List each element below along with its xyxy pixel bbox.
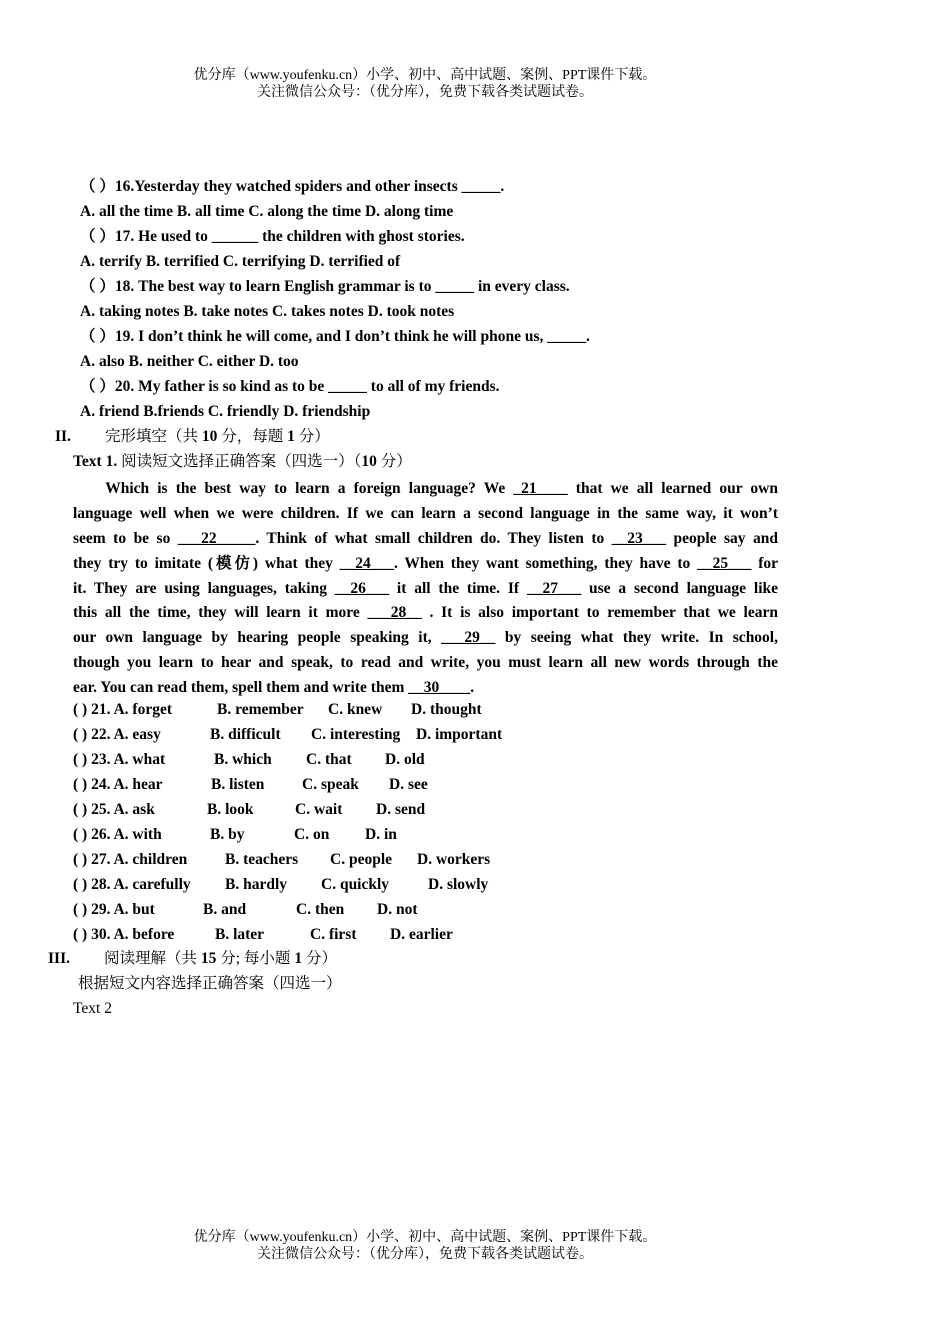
blank-30: __30____ (408, 679, 471, 697)
cloze-25-option-d: D. send (376, 801, 426, 818)
cloze-30-question-number-and-option-a: ( ) 30. A. before (73, 926, 175, 943)
passage-text: though you learn to hear and speak, to read and write, you must learn all new words through the (73, 654, 778, 672)
cloze-24-option-d: D. see (389, 776, 428, 793)
passage-line (73, 626, 778, 651)
cloze-28-option-c: C. quickly (321, 876, 390, 893)
cloze-29-option-b: B. and (203, 901, 247, 918)
section-3-title-mid: 分; 每小题 (216, 950, 295, 967)
passage-line (73, 552, 778, 577)
cloze-25-option-c: C. wait (295, 801, 343, 818)
blank-21: _21____ (513, 480, 568, 497)
section-2-title: 完形填空（共 (104, 428, 202, 445)
cloze-30-option-c: C. first (310, 926, 357, 943)
cloze-29-option-d: D. not (377, 901, 418, 918)
passage-text: seem to be so (73, 529, 178, 547)
section-2-title-end: 分） (294, 428, 330, 445)
cloze-passage (73, 477, 778, 701)
section-3-instruction: 根据短文内容选择正确答案（四选一） (78, 975, 342, 992)
blank-28: ___28__ (367, 604, 422, 622)
cloze-21-option-d: D. thought (411, 701, 482, 718)
passage-text: this all the time, they will learn it more (73, 604, 368, 622)
cloze-27-question-number-and-option-a: ( ) 27. A. children (73, 851, 188, 868)
passage-line (73, 651, 778, 676)
cloze-28-question-number-and-option-a: ( ) 28. A. carefully (73, 876, 191, 893)
section-2-title-mid: 分，每题 (217, 428, 288, 445)
passage-line (73, 577, 778, 602)
text-1-instruction: 阅读短文选择正确答案（四选一）（ (117, 453, 362, 470)
cloze-22-option-c: C. interesting (311, 726, 401, 743)
passage-text: . (470, 679, 475, 697)
cloze-27-option-d: D. workers (417, 851, 491, 868)
section-3-title: 阅读理解（共 (103, 950, 201, 967)
text-1-label-line (73, 452, 412, 472)
passage-text: . When they want something, they have to (393, 554, 698, 572)
section-3-each-points: 1 (294, 950, 303, 967)
passage-line (73, 676, 778, 701)
cloze-22-option-d: D. important (416, 726, 503, 743)
section-2-heading (55, 427, 330, 447)
text-1-points: 10 (361, 453, 377, 470)
passage-text: . It is also important to remember that we learn (421, 604, 778, 622)
header-line-2: 关注微信公众号：（优分库），免费下载各类试题试卷。 (257, 85, 593, 100)
passage-text: it. They are using languages, taking (73, 579, 335, 597)
cloze-26-question-number-and-option-a: ( ) 26. A. with (73, 826, 162, 843)
blank-29: ___29__ (441, 629, 496, 647)
header-line-1: 优分库（www.youfenku.cn）小学、初中、高中试题、案例、PPT课件下载。 (193, 68, 657, 83)
cloze-24-question-number-and-option-a: ( ) 24. A. hear (73, 776, 163, 793)
cloze-21-question-number-and-option-a: ( ) 21. A. forget (73, 701, 172, 718)
section-3-title-end: 分） (302, 950, 337, 967)
passage-text: Which is the best way to learn a foreign language? We (73, 480, 514, 497)
cloze-23-option-d: D. old (385, 751, 425, 768)
cloze-24-option-b: B. listen (211, 776, 265, 793)
cloze-30-option-b: B. later (215, 926, 265, 943)
section-3-heading (48, 949, 337, 969)
question-19-stem: （ ）19. I don’t think he will come, and I don’t think he will phone us, _____. (80, 328, 590, 345)
cloze-22-question-number-and-option-a: ( ) 22. A. easy (73, 726, 161, 743)
cloze-23-option-c: C. that (306, 751, 352, 768)
passage-text: that we all learned our own (567, 480, 778, 497)
cloze-30-option-d: D. earlier (390, 926, 453, 943)
passage-text: ear. You can read them, spell them and write them (73, 679, 409, 697)
cloze-21-option-c: C. knew (328, 701, 383, 718)
question-19-options: A. also B. neither C. either D. too (80, 353, 299, 370)
cloze-21-option-b: B. remember (217, 701, 304, 718)
passage-text: language well when we were children. If we can learn a second language in the same way, it won’t (73, 504, 778, 522)
text-1-label: Text 1. (73, 453, 118, 470)
cloze-28-option-d: D. slowly (428, 876, 489, 893)
footer-line-2: 关注微信公众号：（优分库），免费下载各类试题试卷。 (257, 1247, 593, 1262)
cloze-29-option-c: C. then (296, 901, 345, 918)
passage-text: it all the time. If (389, 579, 527, 597)
question-20-options: A. friend B.friends C. friendly D. friendship (80, 403, 371, 420)
text-2-label: Text 2 (73, 1000, 112, 1017)
passage-text: for (751, 554, 778, 572)
blank-27: __27___ (526, 579, 582, 597)
cloze-26-option-b: B. by (210, 826, 245, 843)
passage-line (73, 502, 778, 527)
blank-24: __24___ (339, 554, 394, 572)
cloze-24-option-c: C. speak (302, 776, 359, 793)
cloze-25-option-b: B. look (207, 801, 254, 818)
question-18-stem: （ ）18. The best way to learn English grammar is to _____ in every class. (80, 278, 570, 295)
cloze-27-option-b: B. teachers (225, 851, 299, 868)
question-16-options: A. all the time B. all time C. along the time D. along time (80, 203, 454, 220)
question-17-stem: （ ）17. He used to ______ the children with ghost stories. (80, 228, 465, 245)
question-17-options: A. terrify B. terrified C. terrifying D. terrified of (80, 253, 401, 270)
passage-line (73, 527, 778, 552)
cloze-26-option-c: C. on (294, 826, 330, 843)
passage-text: by seeing what they write. In school, (495, 629, 778, 647)
question-20-stem: （ ）20. My father is so kind as to be _____ to all of my friends. (80, 378, 500, 395)
section-2-number: II. (55, 428, 71, 445)
blank-23: __23___ (611, 529, 666, 547)
text-1-instruction-end: 分） (376, 453, 412, 470)
passage-line (73, 601, 778, 626)
section-2-points: 10 (201, 428, 218, 445)
page-header (0, 67, 850, 101)
cloze-28-option-b: B. hardly (225, 876, 288, 893)
section-3-points: 15 (200, 950, 217, 967)
passage-text: people say and (665, 529, 778, 547)
cloze-27-option-c: C. people (330, 851, 392, 868)
page-footer (0, 1229, 850, 1263)
cloze-23-question-number-and-option-a: ( ) 23. A. what (73, 751, 166, 768)
passage-text: our own language by hearing people speaking it, (73, 629, 442, 647)
passage-text: use a second language like (581, 579, 778, 597)
passage-text: . Think of what small children do. They listen to (255, 529, 612, 547)
question-18-options: A. taking notes B. take notes C. takes notes D. took notes (80, 303, 455, 320)
section-3-number: III. (48, 950, 70, 967)
cloze-29-question-number-and-option-a: ( ) 29. A. but (73, 901, 155, 918)
cloze-26-option-d: D. in (365, 826, 397, 843)
cloze-22-option-b: B. difficult (210, 726, 281, 743)
footer-line-1: 优分库（www.youfenku.cn）小学、初中、高中试题、案例、PPT课件下载。 (193, 1230, 657, 1245)
cloze-25-question-number-and-option-a: ( ) 25. A. ask (73, 801, 155, 818)
blank-25: __25___ (697, 554, 752, 572)
passage-text: they try to imitate (模仿) what they (73, 554, 340, 572)
passage-line (73, 477, 778, 502)
blank-26: __26___ (334, 579, 390, 597)
section-2-each-points: 1 (287, 428, 295, 445)
question-16-stem: （ ）16.Yesterday they watched spiders and other insects _____. (80, 178, 505, 195)
blank-22: ___22_____ (177, 529, 256, 547)
cloze-23-option-b: B. which (214, 751, 272, 768)
